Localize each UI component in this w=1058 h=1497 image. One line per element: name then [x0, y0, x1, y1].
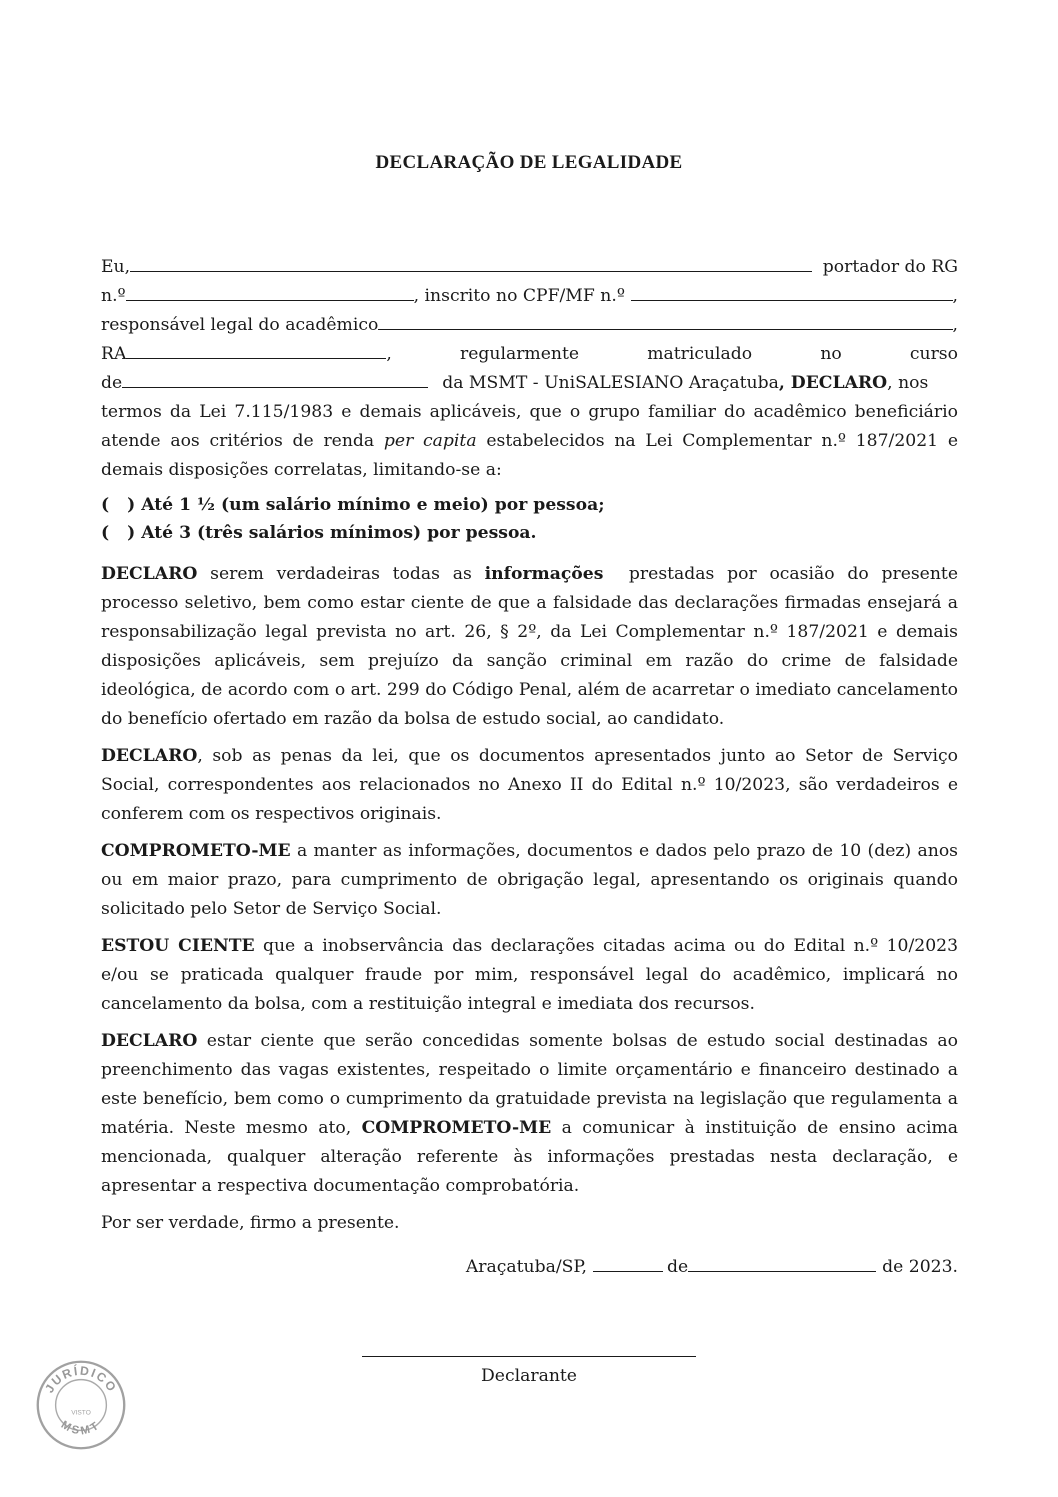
word-matriculado: matriculado — [647, 344, 753, 364]
svg-text:MSMT: MSMT — [58, 1418, 104, 1438]
label-msmt: da MSMT - UniSALESIANO Araçatuba — [442, 373, 779, 393]
day-field[interactable] — [593, 1257, 663, 1272]
ra-field[interactable] — [126, 344, 386, 359]
intro-rest: termos da Lei 7.115/1983 e demais aplicáveis, que o grupo familiar do acadêmico beneficiário atende aos critérios de renda per capita estabelecidos na Lei Complementar n.º 187/2021 e demais disposições correlatas, limitando-se a: — [101, 402, 958, 480]
name-field[interactable] — [130, 257, 812, 272]
intro-line-1 — [101, 253, 958, 282]
declarations-block — [101, 560, 964, 1246]
paragraph-comprometo: COMPROMETO-ME a manter as informações, documentos e dados pelo prazo de 10 (dez) anos ou em maior prazo, para cumprimento de obrigação legal, apresentando os originais quando solicitado pelo Setor de Serviço Social. — [101, 841, 958, 919]
document-title: DECLARAÇÃO DE LEGALIDADE — [375, 152, 683, 173]
option-2[interactable]: ( ) Até 3 (três salários mínimos) por pessoa. — [101, 523, 537, 543]
label-de: de — [101, 373, 123, 393]
label-inscrito-cpf: , inscrito no CPF/MF n.º — [413, 286, 625, 306]
label-ra: RA — [101, 344, 127, 364]
date-line — [450, 1257, 958, 1277]
label-responsavel: responsável legal do acadêmico — [101, 315, 379, 335]
paragraph-ciente: ESTOU CIENTE que a inobservância das declarações citadas acima ou do Edital n.º 10/2023 e/ou se praticada qualquer fraude por mim, responsável legal do acadêmico, implicará no cancelamento da bolsa, com a restituição integral e imediata dos recursos. — [101, 936, 958, 1014]
intro-line-2 — [101, 282, 958, 311]
word-no: no — [820, 344, 842, 364]
juridico-stamp-icon — [34, 1358, 128, 1452]
closing-text: Por ser verdade, firmo a presente. — [101, 1213, 400, 1233]
intro-block — [101, 253, 958, 485]
paragraph-declaro-2: DECLARO, sob as penas da lei, que os documentos apresentados junto ao Setor de Serviço Social, correspondentes aos relacionados no Anexo II do Edital n.º 10/2023, são verdadeiros e conferem com os respectivos originais. — [101, 746, 958, 824]
rg-field[interactable] — [126, 286, 414, 301]
label-n: n.º — [101, 286, 126, 306]
option-1[interactable]: ( ) Até 1 ½ (um salário mínimo e meio) por pessoa; — [101, 495, 605, 515]
date-de: de — [666, 1257, 689, 1277]
academic-name-field[interactable] — [378, 315, 952, 330]
comma: , — [952, 315, 958, 335]
course-field[interactable] — [122, 373, 428, 388]
date-city: Araçatuba/SP, — [465, 1257, 587, 1277]
word-curso: curso — [909, 344, 958, 364]
month-field[interactable] — [688, 1257, 876, 1272]
paragraph-declaro-1: DECLARO serem verdadeiras todas as informações prestadas por ocasião do presente processo seletivo, bem como estar ciente de que a falsidade das declarações firmadas ensejará a responsabilização legal prevista no art. 26, § 2º, da Lei Complementar n.º 187/2021 e demais disposições aplicáveis, sem prejuízo da sanção criminal em razão do crime de falsidade ideológica, de acordo com o art. 299 do Código Penal, além de acarretar o imediato cancelamento do benefício ofertado em razão da bolsa de estudo social, ao candidato. — [101, 564, 964, 729]
income-options — [101, 491, 958, 547]
svg-text:VISTO: VISTO — [71, 1409, 91, 1417]
declaro-bold: DECLARO — [790, 373, 888, 393]
comma: , — [386, 344, 392, 364]
label-eu: Eu, — [101, 257, 131, 277]
label-portador-rg: portador do RG — [822, 257, 958, 277]
word-regularmente: regularmente — [459, 344, 580, 364]
signature-label: Declarante — [481, 1366, 577, 1386]
intro-line-3 — [101, 311, 958, 340]
comma: , — [952, 286, 958, 306]
date-year: de 2023. — [882, 1257, 958, 1277]
signature-line[interactable] — [362, 1356, 696, 1357]
intro-line-4 — [101, 340, 958, 369]
paragraph-declaro-3: DECLARO estar ciente que serão concedidas somente bolsas de estudo social destinadas ao preenchimento das vagas existentes, respeitado o limite orçamentário e financeiro destinado a este benefício, bem como o cumprimento da gratuidade prevista na legislação que regulamenta a matéria. Neste mesmo ato, COMPROMETO-ME a comunicar à instituição de ensino acima mencionada, qualquer alteração referente às informações prestadas nesta declaração, e apresentar a respectiva documentação comprobatória. — [101, 1031, 958, 1196]
intro-line-5: de da MSMT - UniSALESIANO Araçatuba , DECLARO , nos — [101, 369, 958, 398]
cpf-field[interactable] — [631, 286, 953, 301]
svg-text:JURÍDICO: JURÍDICO — [42, 1363, 120, 1396]
